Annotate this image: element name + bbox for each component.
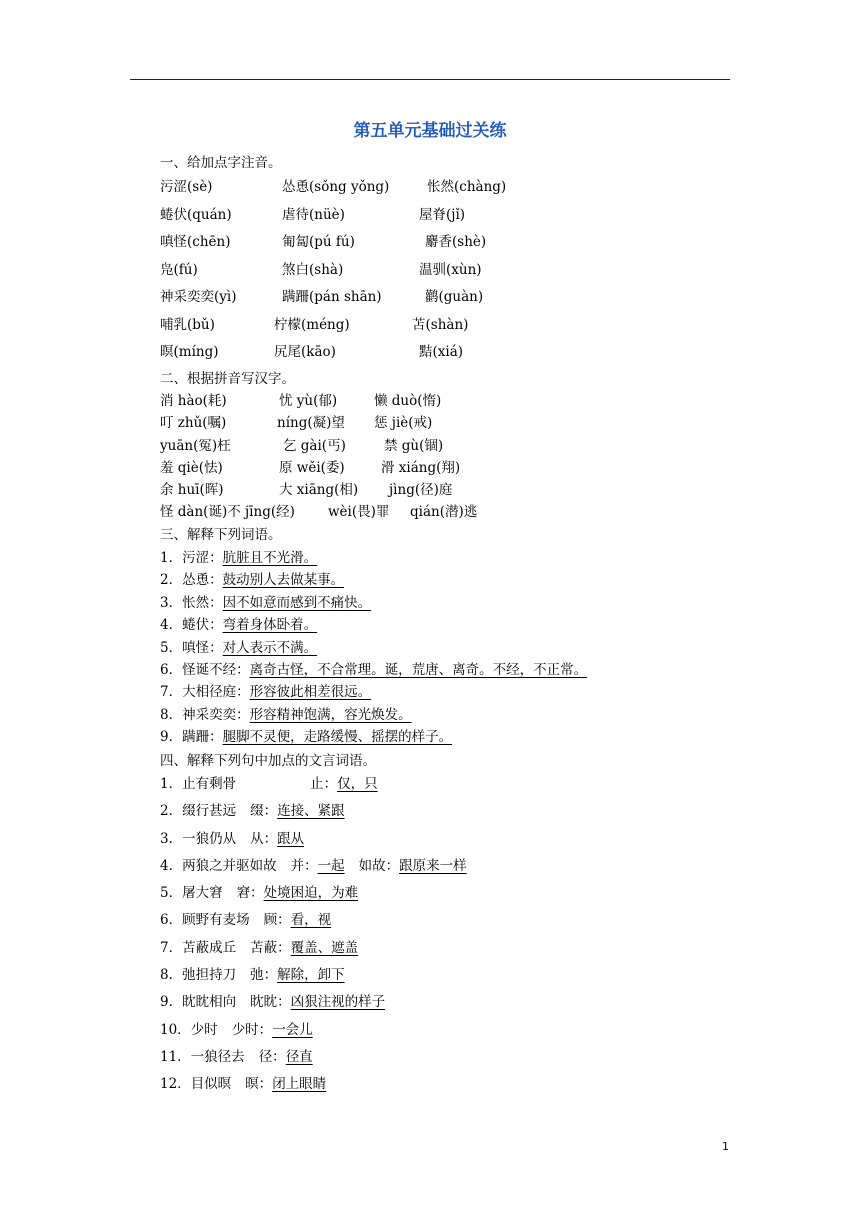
item-answer: 径直 bbox=[285, 1048, 313, 1065]
item-term: 怅然： bbox=[182, 594, 223, 611]
hanzi-cell: 忧 yù(郁) bbox=[279, 393, 338, 409]
item-number: 9． bbox=[160, 994, 183, 1011]
item-gloss: 眈眈： bbox=[250, 994, 291, 1011]
hanzi-cell: 余 huī(晖) bbox=[160, 482, 224, 499]
list-item bbox=[160, 568, 587, 590]
item-answer: 处境困迫，为难 bbox=[263, 885, 359, 902]
hanzi-cell: wèi(畏)罪 bbox=[328, 504, 390, 521]
list-item bbox=[160, 827, 467, 854]
item-number: 4． bbox=[160, 617, 183, 634]
item-answer: 肮脏且不光滑。 bbox=[222, 550, 318, 566]
item-answer: 连接、紧跟 bbox=[277, 803, 345, 820]
item-answer: 看，视 bbox=[290, 912, 332, 929]
item-sentence: 一狼仍从 bbox=[182, 830, 237, 847]
pinyin-cell: 怅然(chàng) bbox=[427, 179, 507, 195]
hanzi-cell: 羞 qiè(怯) bbox=[160, 459, 223, 476]
item-number: 1． bbox=[160, 550, 183, 566]
section-3-list bbox=[160, 546, 587, 748]
item-term: 蹒跚： bbox=[182, 729, 223, 746]
list-item bbox=[160, 636, 587, 658]
item-sentence: 眈眈相向 bbox=[182, 994, 237, 1011]
pinyin-cell: 污涩(sè) bbox=[160, 179, 213, 195]
item-sentence: 缀行甚远 bbox=[182, 803, 237, 820]
item-number: 6． bbox=[160, 912, 183, 929]
item-sentence: 两狼之并驱如故 bbox=[182, 857, 277, 874]
pinyin-cell: 凫(fú) bbox=[160, 261, 198, 278]
list-item bbox=[160, 990, 467, 1017]
hanzi-cell: jìng(径)庭 bbox=[389, 482, 453, 499]
item-number: 8． bbox=[160, 706, 183, 723]
item-number: 11． bbox=[160, 1048, 191, 1065]
item-answer: 对人表示不满。 bbox=[222, 639, 318, 656]
pinyin-cell: 黠(xiá) bbox=[419, 344, 464, 360]
hanzi-cell: 惩 jiè(戒) bbox=[374, 415, 433, 432]
pinyin-row bbox=[160, 203, 740, 231]
page-title: 第五单元基础过关练 bbox=[353, 121, 507, 141]
item-answer: 仅，只 bbox=[337, 776, 378, 792]
hanzi-cell: 消 hào(耗) bbox=[160, 393, 227, 409]
list-item bbox=[160, 908, 467, 935]
item-term: 蜷伏： bbox=[182, 617, 223, 634]
list-item bbox=[160, 854, 467, 881]
item-number: 1． bbox=[160, 776, 183, 792]
hanzi-row bbox=[160, 434, 740, 456]
item-gloss: 苫蔽： bbox=[250, 939, 291, 956]
item-sentence: 目似暝 bbox=[190, 1076, 232, 1093]
hanzi-cell: 禁 gù(锢) bbox=[384, 437, 444, 454]
pinyin-row bbox=[160, 285, 740, 313]
pinyin-cell: 虐待(nüè) bbox=[282, 206, 345, 223]
item-gloss: 缀： bbox=[250, 803, 278, 820]
list-item bbox=[160, 772, 467, 799]
item-answer: 一起 bbox=[317, 857, 345, 874]
section-1-heading: 一、给加点字注音。 bbox=[160, 155, 282, 171]
pinyin-cell: 屋脊(jǐ) bbox=[419, 206, 466, 223]
pinyin-cell: 匍匐(pú fú) bbox=[282, 234, 355, 250]
hanzi-cell: 原 wěi(委) bbox=[279, 459, 345, 476]
item-answer: 跟从 bbox=[277, 830, 305, 847]
item-number: 2． bbox=[160, 572, 183, 589]
item-number: 3． bbox=[160, 830, 183, 847]
item-number: 6． bbox=[160, 661, 183, 678]
item-answer: 形容精神饱满，容光焕发。 bbox=[249, 706, 412, 723]
pinyin-cell: 温驯(xùn) bbox=[419, 261, 482, 278]
item-term: 大相径庭： bbox=[182, 684, 250, 701]
list-item bbox=[160, 680, 587, 702]
section-1-grid bbox=[160, 175, 740, 368]
hanzi-cell: 叮 zhǔ(嘱) bbox=[160, 415, 227, 432]
item-number: 5． bbox=[160, 885, 183, 902]
hanzi-row bbox=[160, 411, 740, 433]
item-answer: 一会儿 bbox=[272, 1021, 313, 1038]
item-number: 12． bbox=[160, 1076, 191, 1093]
pinyin-cell: 蹒跚(pán shān) bbox=[282, 289, 382, 305]
section-3-heading: 三、解释下列词语。 bbox=[160, 527, 282, 543]
list-item bbox=[160, 613, 587, 635]
hanzi-cell: 乞 gài(丐) bbox=[283, 437, 346, 454]
item-number: 7． bbox=[160, 939, 183, 956]
item-number: 9． bbox=[160, 729, 183, 746]
item-number: 2． bbox=[160, 803, 183, 820]
item-term: 嗔怪： bbox=[182, 639, 223, 656]
item-term: 神采奕奕： bbox=[182, 706, 250, 723]
list-item bbox=[160, 799, 467, 826]
section-4-heading: 四、解释下列句中加点的文言词语。 bbox=[160, 753, 376, 769]
pinyin-cell: 鹳(guàn) bbox=[425, 289, 484, 305]
pinyin-cell: 麝香(shè) bbox=[425, 234, 487, 250]
hanzi-row bbox=[160, 456, 740, 478]
list-item bbox=[160, 725, 587, 747]
item-sentence: 一狼径去 bbox=[190, 1048, 245, 1065]
hanzi-row bbox=[160, 389, 740, 411]
pinyin-cell: 怂恿(sǒng yǒng) bbox=[282, 179, 390, 195]
item-answer: 形容彼此相差很远。 bbox=[249, 684, 372, 701]
item-answer-2: 跟原来一样 bbox=[399, 857, 467, 874]
item-answer: 鼓动别人去做某事。 bbox=[222, 572, 345, 589]
item-answer: 凶狠注视的样子 bbox=[290, 994, 386, 1011]
pinyin-row bbox=[160, 230, 740, 258]
pinyin-cell: 苫(shàn) bbox=[412, 316, 469, 333]
header-rule bbox=[130, 79, 730, 80]
pinyin-cell: 尻尾(kāo) bbox=[274, 344, 336, 360]
item-gloss: 暝： bbox=[245, 1076, 273, 1093]
list-item bbox=[160, 936, 467, 963]
hanzi-row bbox=[160, 478, 740, 500]
item-answer: 覆盖、遮盖 bbox=[290, 939, 359, 956]
pinyin-cell: 暝(míng) bbox=[160, 344, 219, 360]
pinyin-cell: 嗔怪(chēn) bbox=[160, 234, 231, 250]
item-number: 7． bbox=[160, 684, 183, 701]
item-gloss: 止： bbox=[310, 776, 338, 792]
item-gloss: 少时： bbox=[231, 1021, 273, 1038]
page-number: 1 bbox=[722, 1140, 729, 1153]
hanzi-cell: yuān(冤)枉 bbox=[160, 437, 231, 454]
pinyin-cell: 柠檬(méng) bbox=[274, 316, 350, 333]
list-item bbox=[160, 1072, 467, 1099]
item-answer: 弯着身体卧着。 bbox=[222, 617, 318, 634]
item-answer: 离奇古怪，不合常理。诞，荒唐、离奇。不经，不正常。 bbox=[249, 661, 588, 678]
pinyin-row bbox=[160, 258, 740, 286]
pinyin-cell: 神采奕奕(yì) bbox=[160, 289, 237, 305]
item-answer: 闭上眼睛 bbox=[272, 1076, 327, 1093]
item-gloss: 从： bbox=[250, 830, 278, 847]
list-item bbox=[160, 1045, 467, 1072]
item-gloss-2: 如故： bbox=[358, 857, 400, 874]
pinyin-row bbox=[160, 313, 740, 341]
item-gloss: 并： bbox=[290, 857, 318, 874]
pinyin-row bbox=[160, 175, 740, 203]
item-term: 怪诞不经： bbox=[182, 661, 250, 678]
item-sentence: 屠大窘 bbox=[182, 885, 223, 902]
list-item bbox=[160, 1018, 467, 1045]
item-sentence: 顾野有麦场 bbox=[182, 912, 250, 929]
item-number: 4． bbox=[160, 857, 183, 874]
list-item bbox=[160, 591, 587, 613]
hanzi-row bbox=[160, 500, 740, 522]
item-answer: 解除，卸下 bbox=[277, 967, 345, 984]
hanzi-cell: 怪 dàn(诞)不 jīng(经) bbox=[160, 504, 295, 521]
list-item bbox=[160, 881, 467, 908]
item-gloss: 弛： bbox=[250, 967, 278, 984]
list-item bbox=[160, 963, 467, 990]
list-item bbox=[160, 703, 587, 725]
hanzi-cell: 滑 xiáng(翔) bbox=[381, 459, 461, 476]
section-4-list bbox=[160, 772, 467, 1100]
hanzi-cell: 懒 duò(惰) bbox=[374, 393, 442, 409]
list-item bbox=[160, 546, 587, 568]
item-sentence: 少时 bbox=[190, 1021, 218, 1038]
pinyin-row bbox=[160, 340, 740, 368]
pinyin-cell: 煞白(shà) bbox=[282, 261, 344, 278]
pinyin-cell: 哺乳(bǔ) bbox=[160, 316, 215, 333]
section-2-heading: 二、根据拼音写汉字。 bbox=[160, 371, 295, 387]
item-sentence: 弛担持刀 bbox=[182, 967, 237, 984]
item-number: 10． bbox=[160, 1021, 191, 1038]
pinyin-cell: 蜷伏(quán) bbox=[160, 206, 232, 223]
hanzi-cell: qián(潜)逃 bbox=[410, 504, 478, 521]
item-answer: 因不如意而感到不痛快。 bbox=[222, 594, 372, 611]
item-sentence: 苫蔽成丘 bbox=[182, 939, 237, 956]
item-number: 5． bbox=[160, 639, 183, 656]
item-number: 3． bbox=[160, 594, 183, 611]
item-gloss: 径： bbox=[258, 1048, 286, 1065]
item-answer: 腿脚不灵便，走路缓慢、摇摆的样子。 bbox=[222, 729, 453, 746]
list-item bbox=[160, 658, 587, 680]
item-term: 怂恿： bbox=[182, 572, 223, 589]
item-gloss: 顾： bbox=[263, 912, 291, 929]
section-2-grid bbox=[160, 389, 740, 523]
item-sentence: 止有剩骨 bbox=[182, 776, 237, 792]
hanzi-cell: 大 xiāng(相) bbox=[279, 482, 359, 499]
item-gloss: 窘： bbox=[236, 885, 264, 902]
item-term: 污涩： bbox=[182, 550, 223, 566]
hanzi-cell: níng(凝)望 bbox=[277, 415, 345, 432]
item-number: 8． bbox=[160, 967, 183, 984]
